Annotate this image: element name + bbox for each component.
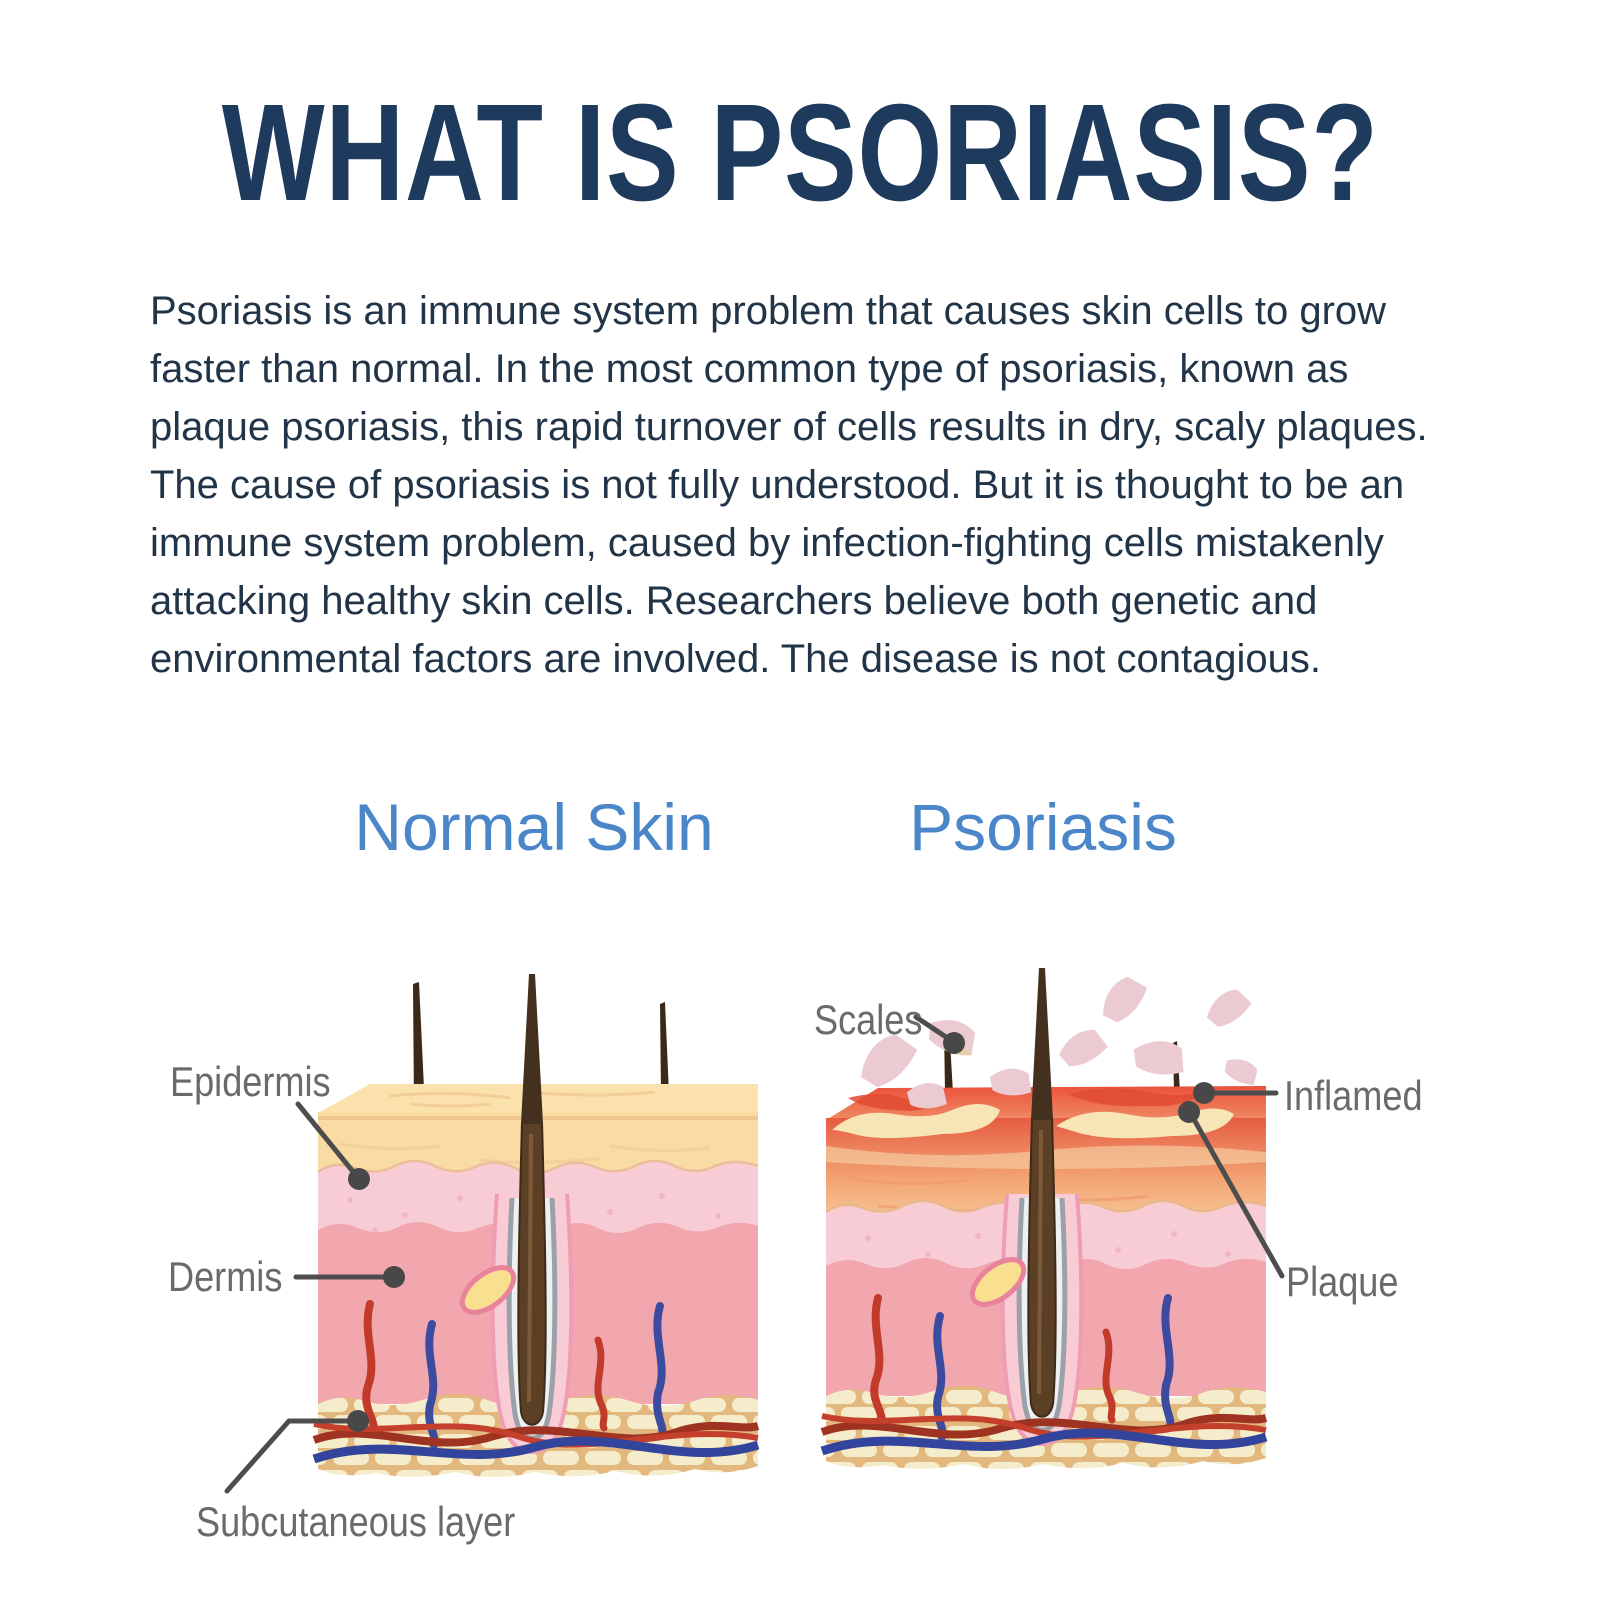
intro-text xyxy=(150,282,1452,688)
psoriasis-heading: Psoriasis xyxy=(909,790,1177,864)
epidermis-label: Epidermis xyxy=(170,1058,331,1105)
inflamed-label: Inflamed xyxy=(1284,1072,1423,1119)
intro-paragraph-1: Psoriasis is an immune system problem that causes skin cells to grow faster than normal. In the most common type of psoriasis, known as plaque psoriasis, this rapid turnover of cells results in dry, scaly plaques. xyxy=(150,289,1428,449)
hair-icon xyxy=(660,1002,669,1094)
dermis-label: Dermis xyxy=(168,1253,283,1300)
subcutaneous-layer-label: Subcutaneous layer xyxy=(196,1498,516,1545)
normal-skin-heading: Normal Skin xyxy=(354,790,714,864)
normal-skin-illustration xyxy=(310,972,760,1517)
intro-paragraph-2: The cause of psoriasis is not fully understood. But it is thought to be an immune system problem, caused by infection-fighting cells mistakenly attacking healthy skin cells. Researchers believe both genetic and environmental factors are involved. The disease is not contagious. xyxy=(150,463,1405,681)
page-title-text: WHAT IS PSORIASIS? xyxy=(221,76,1379,230)
page-title xyxy=(0,76,1600,230)
hair-icon xyxy=(1031,968,1053,1120)
psoriasis-illustration xyxy=(818,968,1268,1508)
plaque-label: Plaque xyxy=(1286,1258,1399,1305)
hair-icon xyxy=(521,974,543,1124)
scales-label: Scales xyxy=(814,996,923,1043)
